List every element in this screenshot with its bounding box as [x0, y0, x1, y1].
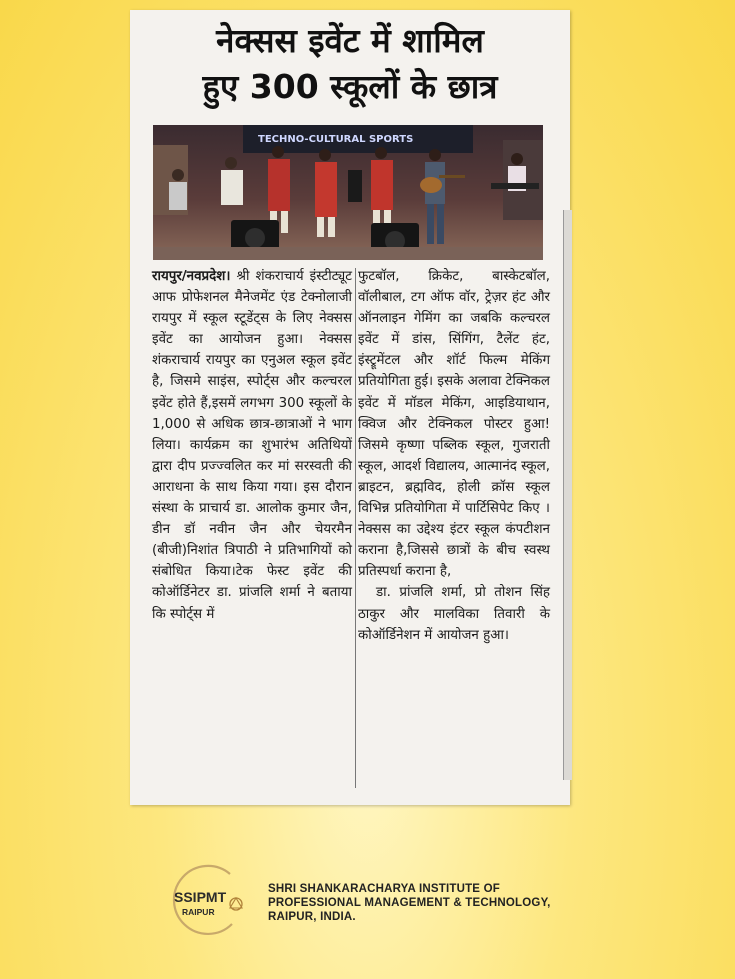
- logo-text: SSIPMT: [174, 889, 227, 905]
- article-text-right-1: फुटबॉल, क्रिकेट, बास्केटबॉल, वॉलीबाल, टग ऑफ वॉर, ट्रेज़र हंट और ऑनलाइन गेमिंग का जबकि कल्चरल इवेंट में डांस, सिंगिंग, टैलेंट हंट, इंस्ट्रूमेंटल और शॉर्ट फिल्म मेकिंग प्रतियोगिता हुई। इसके अलावा टेक्निकल इवेंट में मॉडल मेकिंग, आइडियाथान, क्विज और टेक्निकल पोस्टर हुआ! जिसमे कृष्णा पब्लिक स्कूल, गुजराती स्कूल, आदर्श विद्यालय, आत्मानंद स्कूल, ब्राइटन, ब्रह्मविद, होली क्रॉस स्कूल विभिन्न प्रतियोगिता में पार्टिसिपेट किए । नेक्सस का उद्देश्य इंटर स्कूल कंपटीशन कराना है,जिससे छात्रों के बीच स्वस्थ प्रतिस्पर्धा कराना है,: [358, 269, 550, 580]
- clipping-edge: [563, 210, 572, 780]
- column-divider: [355, 268, 356, 788]
- logo-subtext: RAIPUR: [182, 907, 215, 917]
- institute-line-2: PROFESSIONAL MANAGEMENT & TECHNOLOGY,: [268, 897, 551, 909]
- headline-line-2: हुए 300 स्कूलों के छात्र: [202, 67, 498, 106]
- dateline: रायपुर/नवप्रदेश।: [152, 269, 231, 284]
- article-text-right-2: डा. प्रांजलि शर्मा, प्रो तोशन सिंह ठाकुर और मालविका तिवारी के कोऑर्डिनेशन में आयोजन हुआ।: [358, 585, 550, 643]
- article-left-column: [152, 266, 352, 625]
- institute-line-3: RAIPUR, INDIA.: [268, 911, 356, 923]
- article-text-left: श्री शंकराचार्य इंस्टीट्यूट आफ प्रोफेशनल मैनेजमेंट एंड टेक्नोलाजी रायपुर में स्कूल स्टूडेंट्स के लिए नेक्सस इवेंट का आयोजन हुआ। नेक्सस शंकराचार्य रायपुर का एनुअल स्कूल इवेंट है, जिसमे साइंस, स्पोर्ट्स और कल्चरल इवेंट होते हैं,इसमें लगभग 300 स्कूलों के 1,000 से अधिक छात्र-छात्राओं ने भाग लिया। कार्यक्रम का शुभारंभ अतिथियों द्वारा दीप प्रज्ज्वलित कर मां सरस्वती की आराधना के साथ किया गया। इस दौरान संस्था के प्राचार्य डा. आलोक कुमार जैन, डीन डॉ नवीन जैन और चेयरमैन (बीजी)निशांत त्रिपाठी ने प्रतिभागियों को संबोधित किया।टेक फेस्ट इवेंट की कोऑर्डिनेटर डा. प्रांजलि शर्मा ने बताया कि स्पोर्ट्स में: [152, 269, 353, 622]
- photo-banner-text: TECHNO-CULTURAL SPORTS: [258, 134, 414, 145]
- headline: [140, 18, 560, 110]
- institute-name: [268, 882, 598, 924]
- institute-line-1: SHRI SHANKARACHARYA INSTITUTE OF: [268, 883, 500, 895]
- emblem-icon: [230, 898, 242, 910]
- article-right-column: [358, 266, 550, 646]
- headline-line-1: नेक्सस इवेंट में शामिल: [216, 21, 484, 60]
- ssipmt-logo: [168, 862, 246, 940]
- event-photo: [153, 125, 543, 260]
- event-photo-illustration: [153, 125, 543, 260]
